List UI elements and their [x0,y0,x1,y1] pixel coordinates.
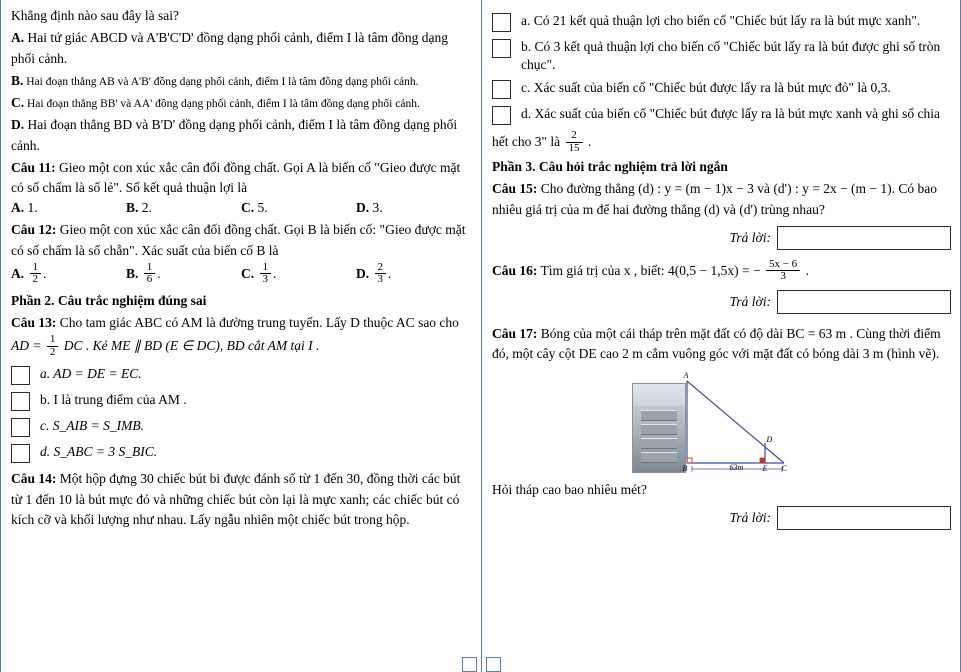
question-15-answer-row [492,226,951,250]
question-17 [492,324,951,365]
q14-statement-c-text: c. Xác suất của biến cố "Chiếc bút được lấy ra là bút mực đỏ" là 0,3. [521,80,891,96]
choice-c [11,93,471,113]
q12-a-num: 1 [32,260,38,273]
q12-option-c: C. $\frac{1}{3}$ . [241,260,277,286]
q14-statement-d-tail [492,131,951,155]
page-corner-right [486,657,501,672]
intro-question: Khẳng định nào sau đây là sai? [11,8,179,23]
q13-statement-c-text: c. S_AIB = S_IMB. [40,418,144,434]
question-16-head: Câu 16: [492,263,538,279]
checkbox-q13-c[interactable] [11,418,30,437]
figure-label-B: B [682,463,688,473]
q13-frac-num: 1 [49,333,56,346]
figure-label-E: E [762,463,768,473]
q12-option-b: B. $\frac{1}{6}$ . [126,260,161,286]
q12-option-a-label: A. [11,265,25,281]
q11-option-a-label: A. [11,200,25,216]
question-13-text-a: Cho tam giác ABC có AM là đường trung tuyến. Lấy D thuộc AC sao cho [59,315,459,331]
q14-tail-num: 2 [571,129,577,142]
q12-d-den: 3 [375,273,387,286]
q12-c-den: 3 [260,273,272,286]
q12-option-c-fraction [260,262,272,286]
left-column [1,0,481,532]
question-13-fraction [47,334,59,358]
right-column [482,0,961,540]
question-14 [11,469,471,530]
q14-tail-den: 15 [566,142,583,155]
q11-option-b-value: 2. [141,200,152,216]
question-12-options [11,260,471,287]
question-17-answer-label: Trả lời: [729,509,771,525]
q12-option-b-label: B. [126,265,139,281]
q12-option-d-fraction [375,262,387,286]
checkbox-q13-b[interactable] [11,392,30,411]
q11-option-b [126,200,241,216]
question-13-head: Câu 13: [11,315,57,331]
question-17-text: Bóng của một cái tháp trên mặt đất có độ dài BC = 63 m . Cùng thời điểm đó, một cây cột DE cao 2 m cắm vuông góc với mặt đất có bóng dài 3 m (hình vẽ). [492,326,941,362]
figure-label-A: A [683,370,689,380]
q12-option-d: D. $\frac{2}{3}$ . [356,260,392,286]
q12-d-num: 2 [377,260,383,273]
q13-frac-den: 2 [47,346,59,359]
question-17-ask: Hỏi tháp cao bao nhiêu mét? [492,481,647,497]
q12-b-den: 6 [144,273,156,286]
question-15-answer-box[interactable] [777,226,951,250]
q12-option-b-fraction [144,262,156,286]
q13-statement-c[interactable] [11,417,471,437]
question-16-answer-row [492,290,951,314]
q12-b-num: 1 [146,260,153,273]
question-16 [492,257,951,284]
q14-statement-a[interactable] [492,12,951,32]
question-12 [11,220,471,261]
q11-option-a-value: 1. [27,200,38,216]
q12-option-a: A. $\frac{1}{2}$ . [11,260,47,286]
choice-d-text: Hai đoạn thẳng BD và B'D' đồng dạng phối cảnh, điểm I là tâm đồng dạng phối cảnh. [11,117,458,153]
figure-diagram [632,371,812,476]
q13-statement-d-text: d. S_ABC = 3 S_BIC. [40,444,158,460]
question-11 [11,158,471,199]
figure-label-C: C [781,463,787,473]
question-17-head: Câu 17: [492,326,538,342]
q11-option-c [241,200,356,216]
q12-option-d-label: D. [356,265,370,281]
choice-b-text: Hai đoạn thẳng AB và A'B' đồng dạng phối cảnh, điểm I là tâm đồng dạng phối cảnh. [26,75,419,88]
checkbox-q14-d[interactable] [492,106,511,125]
choice-a-label: A. [11,30,25,46]
tower-shadow-figure [632,371,812,476]
question-15-answer-label: Trả lời: [729,229,771,245]
choice-c-text: Hai đoạn thẳng BB' và AA' đồng dạng phối cảnh, điểm I là tâm đồng dạng phối cảnh. [27,98,420,110]
question-15-text: Cho đường thẳng (d) : y = (m − 1)x − 3 và (d') : y = 2x − (m − 1). Có bao nhiêu giá trị của m để hai đường thẳng (d) và (d') trùng nhau? [492,181,938,217]
q16-frac-den: 3 [766,270,800,283]
choice-b-label: B. [11,72,24,88]
q12-option-c-label: C. [241,265,255,281]
choice-d-label: D. [11,117,25,133]
question-13 [11,313,471,333]
q12-a-den: 2 [30,273,42,286]
checkbox-q13-a[interactable] [11,366,30,385]
question-11-text: Gieo một con xúc xắc cân đối đồng chất. Gọi A là biến cố "Gieo được mặt có số chấm là số lẻ". Số kết quả thuận lợi là [11,159,461,195]
question-13-line2 [11,335,471,359]
choice-c-label: C. [11,95,25,110]
question-11-head: Câu 11: [11,159,56,175]
choice-a [11,28,471,69]
page-corner-left [462,657,477,672]
question-12-head: Câu 12: [11,222,57,238]
question-13-text-b-post: DC . Kẻ ME ∥ BD (E ∈ DC), BD cắt AM tại I . [63,338,320,354]
figure-label-D: D [766,434,773,444]
q11-option-a [11,200,126,216]
q11-option-d-value: 3. [372,200,383,216]
question-15 [492,179,951,220]
part-2-title: Phần 2. Câu trắc nghiệm đúng sai [11,292,207,308]
q14-statement-c[interactable] [492,79,951,99]
checkbox-q14-a[interactable] [492,13,511,32]
q11-option-d [356,200,471,216]
q11-option-c-label: C. [241,200,255,216]
q14-statement-d[interactable] [492,105,951,125]
question-16-text-post: . [805,263,809,279]
q13-statement-b-text: b. I là trung điểm của AM . [40,392,187,408]
question-17-answer-row [492,506,951,530]
question-16-answer-label: Trả lời: [729,294,771,310]
q14-statement-b-text: b. Có 3 kết quả thuận lợi cho biến cố "Chiếc bút lấy ra là bút được ghi số tròn chục". [521,39,941,72]
choice-a-text: Hai tứ giác ABCD và A'B'C'D' đồng dạng phối cảnh, điểm I là tâm đồng dạng phối cảnh. [11,30,448,66]
question-16-fraction [766,259,800,283]
q14-statement-b[interactable] [492,38,951,73]
question-17-answer-box[interactable] [777,506,951,530]
question-14-head: Câu 14: [11,471,57,487]
question-17-figure-wrap [492,371,951,476]
question-15-head: Câu 15: [492,181,538,197]
q12-option-a-fraction [30,262,42,286]
q14-tail-pre: hết cho 3" là [492,134,561,150]
q11-option-d-label: D. [356,200,370,216]
q13-statement-b[interactable] [11,391,471,411]
q13-statement-d[interactable] [11,443,471,463]
q13-statement-a[interactable] [11,365,471,385]
question-11-options [11,200,471,216]
checkbox-q14-c[interactable] [492,80,511,99]
question-16-text-pre: Tìm giá trị của x , biết: 4(0,5 − 1,5x) = − [540,263,761,279]
q11-option-c-value: 5. [257,200,268,216]
q14-tail-post: . [587,134,592,150]
figure-dimension-label: 63m [729,462,744,472]
q14-tail-fraction [566,130,583,154]
q13-statement-a-text: a. AD = DE = EC. [40,366,142,382]
question-13-text-b-pre: AD = [11,338,42,354]
checkbox-q14-b[interactable] [492,39,511,58]
q12-c-num: 1 [262,260,268,273]
question-12-text: Gieo một con xúc xắc cân đối đồng chất. Gọi B là biến cố: "Gieo được mặt có số chấm là số chẵn". Xác suất của biến cố B là [11,222,466,258]
q14-statement-a-text: a. Có 21 kết quả thuận lợi cho biến cố "Chiếc bút lấy ra là bút mực xanh". [521,13,921,28]
q11-option-b-label: B. [126,200,139,216]
q16-frac-num: 5x − 6 [768,257,798,270]
part-3-title: Phần 3. Câu hỏi trắc nghiệm trả lời ngắn [492,159,728,175]
choice-d [11,115,471,156]
question-16-answer-box[interactable] [777,290,951,314]
q14-statement-d-text: d. Xác suất của biến cố "Chiếc bút được lấy ra là bút mực xanh và ghi số chia [521,106,941,122]
checkbox-q13-d[interactable] [11,444,30,463]
choice-b [11,71,471,91]
question-14-text: Một hộp đựng 30 chiếc bút bi được đánh số từ 1 đến 30, đồng thời các bút từ 1 đến 10 là bút mực đỏ và những chiếc bút còn lại là mực xanh; các chiếc bút có kích cỡ và khối lượng như nhau. Lấy ngẫu nhiên một chiếc bút trong hộp. [11,471,461,527]
